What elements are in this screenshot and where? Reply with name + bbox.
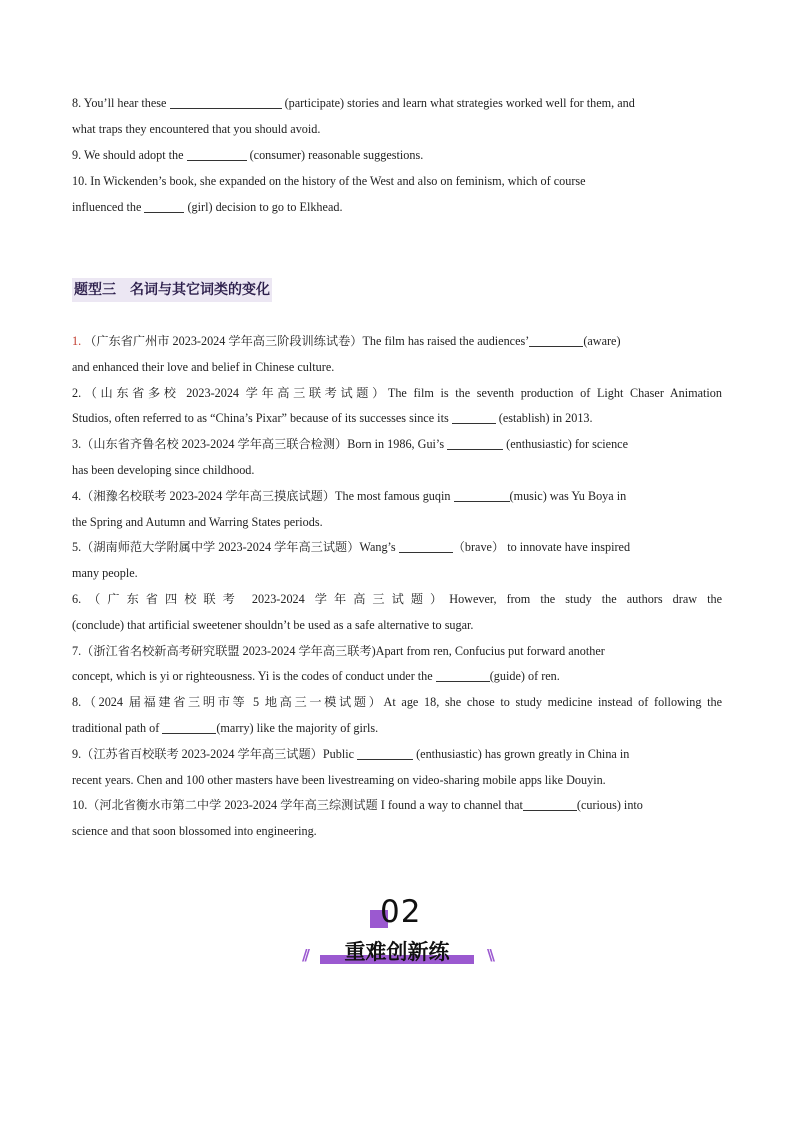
list-item-continuation: traditional path of (marry) like the majority of girls. [72,720,379,735]
list-item-continuation: science and that soon blossomed into engineering. [72,824,317,839]
answer-blank[interactable] [187,146,247,161]
list-item: 9. We should adopt the (consumer) reasonable suggestions. [72,148,424,162]
list-item-continuation: has been developing since childhood. [72,462,255,477]
list-item: 7.（浙江省名校新高考研究联盟 2023-2024 学年高三联考)Apart from ren, Confucius put forward another [72,643,605,658]
list-item: 2.（山东省多校 2023-2024 学年高三联考试题）The film is the seventh production of Light Chaser Animation [72,385,722,400]
list-item: 10. In Wickenden’s book, she expanded on the history of the West and also on feminism, which of course [72,174,586,188]
section-heading: 题型三 名词与其它词类的变化 [72,278,272,302]
list-item: 9.（江苏省百校联考 2023-2024 学年高三试题）Public (enthusiastic) has grown greatly in China in [72,746,630,761]
answer-blank[interactable] [447,435,503,450]
section-title: // 重难创新练 \\ [302,940,492,964]
top-exercise-list [72,90,722,220]
list-item: 5.（湖南师范大学附属中学 2023-2024 学年高三试题）Wang’s （brave） to innovate have inspired [72,540,631,555]
answer-blank[interactable] [523,796,577,811]
list-item-continuation: many people. [72,566,138,581]
right-slash-mark: \\ [487,946,492,964]
list-item-continuation: influenced the (girl) decision to go to Elkhead. [72,200,343,214]
list-item-continuation: (conclude) that artificial sweetener shouldn’t be used as a safe alternative to sugar. [72,617,474,632]
list-item-continuation: concept, which is yi or righteousness. Yi is the codes of conduct under the (guide) of ren. [72,669,560,684]
list-item: 10.（河北省衡水市第二中学 2023-2024 学年高三综测试题 I found a way to channel that (curious) into [72,798,643,813]
list-item-continuation: recent years. Chen and 100 other masters have been livestreaming on video-sharing mobile apps like Douyin. [72,772,606,787]
answer-blank[interactable] [436,667,490,682]
list-item-continuation: the Spring and Autumn and Warring States periods. [72,514,323,529]
answer-blank[interactable] [452,409,496,424]
answer-blank[interactable] [357,745,413,760]
list-item-continuation: Studios, often referred to as “China’s Pixar” because of its successes since its (establish) in 2013. [72,411,593,426]
list-item-continuation: and enhanced their love and belief in Chinese culture. [72,359,335,374]
answer-blank[interactable] [162,719,216,734]
list-item-continuation: what traps they encountered that you should avoid. [72,122,321,136]
list-item: 4.（湘豫名校联考 2023-2024 学年高三摸底试题）The most famous guqin (music) was Yu Boya in [72,488,627,503]
section-number: 02 [370,893,430,933]
exercise-list [72,329,722,845]
answer-blank[interactable] [454,487,510,502]
answer-blank[interactable] [529,332,583,347]
left-slash-mark: // [302,946,307,964]
answer-blank[interactable] [170,94,282,109]
list-item: 1. （广东省广州市 2023-2024 学年高三阶段训练试卷）The film has raised the audiences’ (aware) [72,334,621,348]
answer-blank[interactable] [144,198,184,213]
list-item: 6.（广东省四校联考 2023-2024 学年高三试题）However, from the study the authors draw the [72,591,722,606]
list-item: 8.（2024 届福建省三明市等 5 地高三一模试题）At age 18, she chose to study medicine instead of following the [72,695,722,710]
answer-blank[interactable] [399,538,453,553]
list-item: 3.（山东省齐鲁名校 2023-2024 学年高三联合检测）Born in 1986, Gui’s (enthusiastic) for science [72,437,628,452]
list-item: 8. You’ll hear these (participate) stories and learn what strategies worked well for them, and [72,96,635,110]
